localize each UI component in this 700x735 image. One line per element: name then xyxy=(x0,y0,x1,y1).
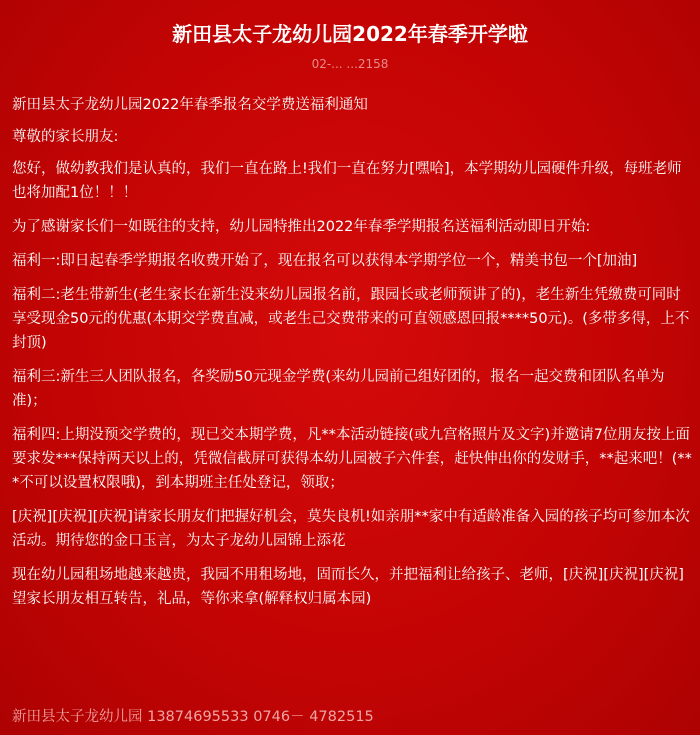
paragraph-closing: 现在幼儿园租场地越来越贵，我园不用租场地，固而长久，并把福利让给孩子、老师，[庆祝][庆祝][庆祝]望家长朋友相互转告，礼品，等你来拿(解释权归属本园) xyxy=(12,567,684,607)
paragraph-benefit-2: 福利二:老生带新生(老生家长在新生没来幼儿园报名前，跟园长或老师预讲了的)，老生新生凭缴费可同时享受现金50元的优惠(本期交学费直减，或老生己交费带来的可直领感恩回报****50元)。(多带多得，上不封顶) xyxy=(12,287,690,351)
contact-footer: 新田县太子龙幼儿园 13874695533 0746－ 4782515 xyxy=(12,709,374,725)
paragraph-benefit-3: 福利三:新生三人团队报名，各奖励50元现金学费(来幼儿园前己组好团的，报名一起交费和团队名单为准)； xyxy=(12,369,665,409)
notice-heading: 新田县太子龙幼儿园2022年春季报名交学费送福利通知 xyxy=(12,97,368,113)
article-title: 新田县太子龙幼儿园2022年春季开学啦 xyxy=(172,22,528,46)
greeting: 尊敬的家长朋友: xyxy=(12,129,119,145)
paragraph-invite: [庆祝][庆祝][庆祝]请家长朋友们把握好机会，莫失良机!如亲朋**家中有适龄准备入园的孩子均可参加本次活动。期待您的金口玉言，为太子龙幼儿园锦上添花 xyxy=(12,509,690,549)
paragraph-benefit-1: 福利一:即日起春季学期报名收费开始了，现在报名可以获得本学期学位一个，精美书包一个[加油] xyxy=(12,253,638,269)
article-body xyxy=(12,93,692,621)
paragraph-benefit-4: 福利四:上期没预交学费的，现已交本期学费，凡**本活动链接(或九宫格照片及文字)并邀请7位朋友按上面要求发***保持两天以上的，凭微信截屏可获得本幼儿园被子六件套，赶快伸出你的发财手，**起来吧！(***不可以设置权限哦)，到本期班主任处登记，领取； xyxy=(12,427,692,491)
article-date: 02-... ...2158 xyxy=(311,57,389,71)
paragraph-thanks: 为了感谢家长们一如既往的支持，幼儿园特推出2022年春季学期报名送福利活动即日开始: xyxy=(12,219,591,235)
paragraph-intro: 您好，做幼教我们是认真的，我们一直在路上!我们一直在努力[嘿哈]，本学期幼儿园硬件升级，每班老师也将加配1位！！！ xyxy=(12,161,682,201)
